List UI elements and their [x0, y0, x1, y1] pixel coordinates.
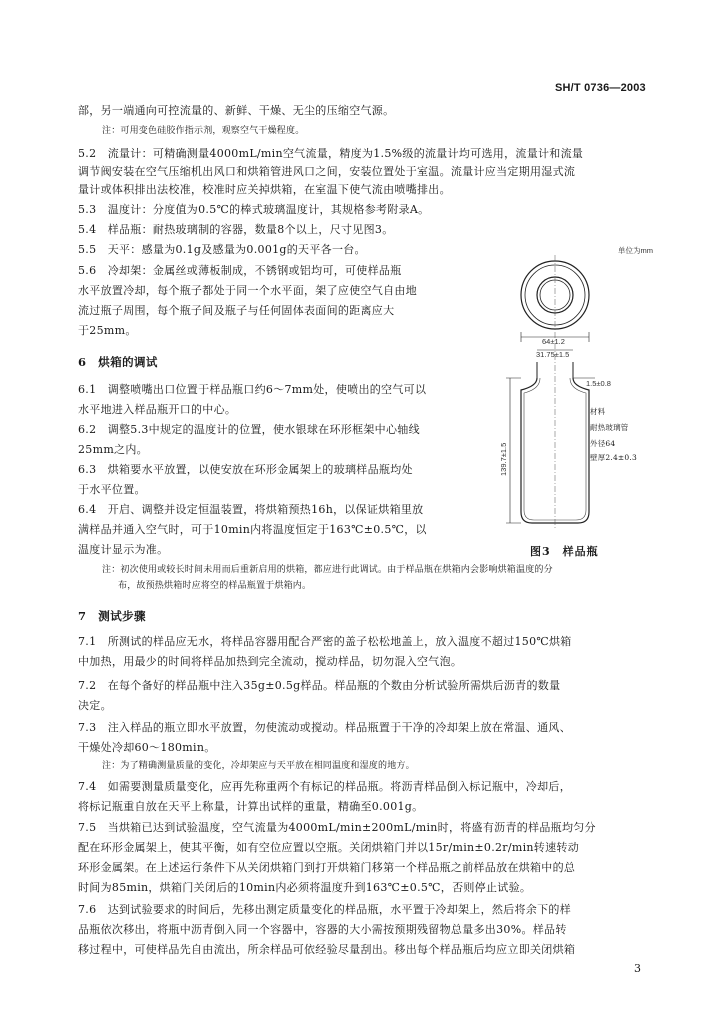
text-line: 量计或体积排出法校准，校准时应关掉烘箱，在室温下使气流由喷嘴排出。 [78, 183, 451, 196]
text-line: 于水平位置。 [78, 483, 146, 496]
bottle-drawing [470, 240, 680, 540]
text-line: 将标记瓶重自放在天平上称量，计算出试样的重量，精确至0.001g。 [78, 800, 424, 813]
text-line: 7.2 在每个备好的样品瓶中注入35g±0.5g样品。样品瓶的个数由分析试验所需烘后沥青的数量 [78, 679, 561, 692]
page-number: 3 [634, 962, 641, 975]
text-line: 6.2 调整5.3中规定的温度计的位置，使水银球在环形框架中心轴线 [78, 423, 420, 436]
text-line: 中加热，用最少的时间将样品加热到完全流动，搅动样品，切勿混入空气泡。 [78, 655, 463, 668]
text-line: 品瓶依次移出，将瓶中沥青倒入同一个容器中，容器的大小需按预期残留物总量多出30%。样品转 [78, 923, 567, 936]
text-line: 5.2 流量计：可精确测量4000mL/min空气流量，精度为1.5%级的流量计均可选用，流量计和流量 [78, 147, 584, 160]
text-line: 决定。 [78, 699, 112, 712]
wall-dim: 1.5±0.8 [586, 379, 611, 388]
text-line: 满样品并通入空气时，可于10min内将温度恒定于163℃±0.5℃，以 [78, 523, 427, 536]
text-line: 水平放置冷却，每个瓶子都处于同一个水平面，架了应使空气自由地 [78, 284, 417, 297]
text-line: 5.6 冷却架：金属丝或薄板制成，不锈钢或铝均可，可使样品瓶 [78, 264, 402, 277]
text-line: 5.3 温度计：分度值为0.5℃的棒式玻璃温度计，其规格参考附录A。 [78, 203, 430, 216]
text-line: 温度计显示为准。 [78, 543, 169, 556]
bottle-mouth-inner-circle [540, 280, 570, 310]
text-line: 7.6 达到试验要求的时间后，先移出测定质量变化的样品瓶，水平置于冷却架上，然后将余下的样 [78, 903, 571, 916]
text-line: 调节阀安装在空气压缩机出风口和烘箱管进风口之间，安装位置处于室温。流量计应当定期用湿式流 [78, 165, 576, 178]
text-line: 配在环形金属架上，使其平衡，如有空位应置以空瓶。关闭烘箱门并以15r/min±0.2r/min转速转动 [78, 841, 579, 854]
text-line: 6.3 烘箱要水平放置，以使安放在环形金属架上的玻璃样品瓶均处 [78, 463, 413, 476]
text-line: 7.5 当烘箱已达到试验温度，空气流量为4000mL/min±200mL/min时，将盛有沥青的样品瓶均匀分 [78, 821, 596, 834]
text-line: 7.3 注入样品的瓶立即水平放置，勿使流动或搅动。样品瓶置于干净的冷却架上放在常温、通风、 [78, 721, 571, 734]
note-line: 布，故预热烘箱时应将空的样品瓶置于烘箱内。 [118, 581, 312, 591]
text-line: 干燥处冷却60～180min。 [78, 741, 216, 754]
note-line: 注：初次使用或较长时间未用而后重新启用的烘箱，都应进行此调试。由于样品瓶在烘箱内会影响烘箱温度的分 [102, 565, 553, 575]
text-line: 时间为85min，烘箱门关闭后的10min内必须将温度升到163℃±0.5℃，否则停止试验。 [78, 881, 532, 894]
figure-caption: 图3 样品瓶 [530, 545, 599, 558]
text-line: 移过程中，可使样品先自由流出，所余样品可依经验尽量刮出。移出每个样品瓶后均应立即关闭烘箱 [78, 943, 576, 956]
text-line: 25mm之内。 [78, 443, 148, 456]
text-line: 6.1 调整喷嘴出口位置于样品瓶口约6～7mm处，使喷出的空气可以 [78, 383, 427, 396]
standard-code: SH/T 0736—2003 [555, 82, 646, 94]
text-line: 于25mm。 [78, 324, 137, 337]
material-value: 耐热玻璃管 [590, 423, 629, 432]
text-line: 流过瓶子周围，每个瓶子间及瓶子与任何固体表面间的距离应大 [78, 304, 395, 317]
text-line: 7.1 所测试的样品应无水，将样品容器用配合严密的盖子松松地盖上，放入温度不超过150℃烘箱 [78, 635, 572, 648]
text-line: 5.4 样品瓶：耐热玻璃制的容器，数量8个以上，尺寸见图3。 [78, 223, 394, 236]
wall-thickness-label: 壁厚2.4±0.3 [590, 453, 637, 462]
sample-bottle-figure [470, 240, 680, 540]
outer-dia-label: 外径64 [590, 439, 616, 448]
material-label: 材料 [590, 407, 606, 416]
height-dim: 139.7±1.5 [499, 442, 508, 476]
outer-dia-dim: 64±1.2 [542, 337, 565, 346]
text-line: 5.5 天平：感量为0.1g及感量为0.001g的天平各一台。 [78, 243, 366, 256]
unit-note: 单位为mm [618, 246, 653, 255]
section-heading: 7 测试步骤 [78, 609, 146, 623]
mouth-dia-dim: 31.75±1.5 [536, 350, 570, 359]
note-line: 注：为了精确测量质量的变化，冷却架应与天平放在相同温度和湿度的地方。 [102, 761, 415, 771]
text-line: 6.4 开启、调整并设定恒温装置，将烘箱预热16h，以保证烘箱里放 [78, 503, 424, 516]
note-line: 注：可用变色硅胶作指示剂，观察空气干燥程度。 [102, 126, 305, 136]
text-line: 环形金属架。在上述运行条件下从关闭烘箱门到打开烘箱门移第一个样品瓶之前样品放在烘箱中的总 [78, 861, 576, 874]
text-line: 部，另一端通向可控流量的、新鲜、干燥、无尘的压缩空气源。 [78, 104, 395, 117]
section-heading: 6 烘箱的调试 [78, 355, 158, 369]
text-line: 水平地进入样品瓶开口的中心。 [78, 403, 237, 416]
text-line: 7.4 如需要测量质量变化，应再先称重两个有标记的样品瓶。将沥青样品倒入标记瓶中，冷却后， [78, 780, 571, 793]
